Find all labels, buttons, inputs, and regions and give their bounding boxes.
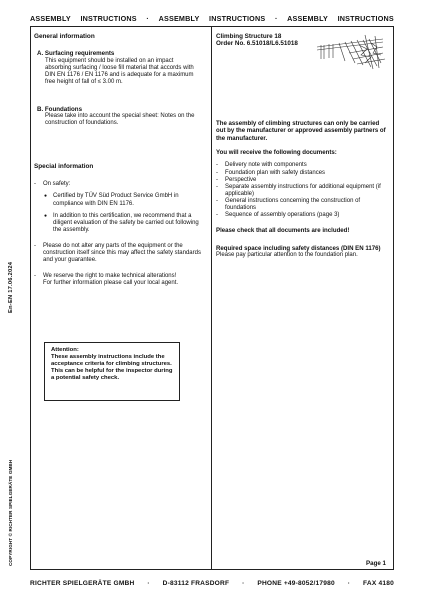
company-name: RICHTER SPIELGERÄTE GMBH	[30, 579, 135, 587]
assembly-notice: The assembly of climbing structures can only be carried out by the manufacturer or approved assembly partners of the manufacturer.	[216, 119, 386, 142]
reserve-text: We reserve the right to make technical alterations!	[43, 272, 177, 279]
safety-label: On safety:	[43, 181, 71, 187]
attention-box	[44, 342, 180, 401]
special-information-list	[34, 181, 206, 287]
surfacing-title: A. Surfacing requirements	[37, 50, 115, 58]
dash-marker: -	[216, 162, 218, 169]
foundations-body: Please take into account the special sheet: Notes on the construction of foundations.	[45, 113, 195, 127]
document-item: Separate assembly instructions for additional equipment (if applicable)	[225, 183, 381, 197]
general-title: General information	[34, 33, 95, 40]
safety-sub-list	[44, 193, 206, 234]
foundations-title: B. Foundations	[37, 105, 83, 113]
header-word: ASSEMBLY	[287, 13, 328, 23]
safety-item: Certified by TÜV Süd Product Service GmbH in compliance with DIN EN 1176.	[53, 193, 179, 207]
dash-marker: -	[216, 212, 218, 219]
column-divider	[211, 26, 212, 570]
attention-body-2: This can be helpful for the inspector during a potential safety check.	[51, 368, 173, 382]
attention-body: These assembly instructions include the acceptance criteria for climbing structures.	[51, 354, 172, 368]
document-item: General instructions concerning the construction of foundations	[225, 197, 361, 211]
space-title: Required space including safety distances (DIN EN 1176)	[216, 244, 381, 252]
side-copyright: COPYRIGHT © RICHTER SPIELGERÄTE GMBH	[8, 459, 13, 566]
list-item	[34, 181, 206, 188]
alter-text: Please do not alter any parts of the equipment or the construction itself since this may affect the safety standards and your guarantee.	[43, 242, 201, 264]
list-item	[216, 170, 390, 177]
list-item	[216, 198, 390, 212]
page-header	[30, 12, 394, 24]
side-date-label: En-EN 17.06.2024	[8, 261, 14, 313]
page-footer	[30, 577, 394, 589]
header-word: ASSEMBLY	[30, 13, 71, 23]
list-item	[34, 273, 206, 288]
company-fax: FAX 4180	[363, 579, 394, 587]
footer-separator: ·	[347, 579, 351, 587]
document-item: Foundation plan with safety distances	[225, 169, 326, 176]
dash-marker: -	[34, 272, 36, 279]
dash-marker: -	[34, 181, 36, 187]
bullet-icon: ●	[44, 212, 48, 219]
list-item	[216, 162, 390, 169]
list-item	[216, 212, 390, 219]
safety-item: In addition to this certification, we recommend that a diligent evaluation of the safety be carried out following the assembly.	[53, 212, 199, 234]
header-word: INSTRUCTIONS	[80, 13, 137, 23]
list-item	[44, 213, 206, 235]
order-number: Order No. 6.51018/L6.51018	[216, 40, 298, 48]
header-separator: ·	[146, 13, 149, 23]
company-address: D-83112 FRASDORF	[162, 579, 230, 587]
check-notice: Please check that all documents are included!	[216, 227, 350, 235]
page-number: Page 1	[366, 560, 386, 567]
list-item	[216, 184, 390, 198]
footer-separator: ·	[147, 579, 150, 587]
list-item	[216, 177, 390, 184]
dash-marker: -	[34, 242, 36, 249]
attention-title: Attention:	[51, 347, 79, 353]
special-title: Special information	[34, 163, 94, 170]
dash-marker: -	[216, 197, 218, 204]
product-title: Climbing Structure 18	[216, 33, 282, 40]
general-information-section	[34, 33, 207, 128]
dash-marker: -	[216, 169, 218, 176]
company-phone: PHONE +49-8052/17980	[257, 579, 335, 587]
document-item: Sequence of assembly operations (page 3)	[225, 212, 340, 219]
reserve-block	[43, 273, 178, 288]
header-word: INSTRUCTIONS	[337, 13, 394, 23]
reserve-extra: For further information please call your local agent.	[43, 279, 179, 286]
list-item	[44, 193, 206, 208]
bullet-icon: ●	[44, 193, 48, 200]
dash-marker: -	[216, 183, 218, 190]
document-item: Perspective	[225, 176, 257, 183]
surfacing-body: This equipment should be installed on an impact absorbing surfacing / loose fill material that accords with DIN EN 1176 / EN 1176 and is adequate for a maximum free height of fall of ≤ 3.00 m.	[45, 57, 194, 86]
document-item: Delivery note with components	[225, 162, 307, 169]
space-body: Please pay particular attention to the foundation plan.	[216, 252, 358, 258]
documents-title: You will receive the following documents:	[216, 149, 337, 157]
list-item	[34, 243, 206, 265]
header-separator: ·	[274, 13, 278, 23]
climbing-structure-sketch-icon	[315, 33, 387, 71]
header-word: ASSEMBLY	[158, 13, 200, 23]
dash-marker: -	[216, 176, 218, 183]
documents-list	[216, 162, 390, 219]
footer-separator: ·	[242, 579, 245, 587]
header-word: INSTRUCTIONS	[209, 13, 266, 23]
